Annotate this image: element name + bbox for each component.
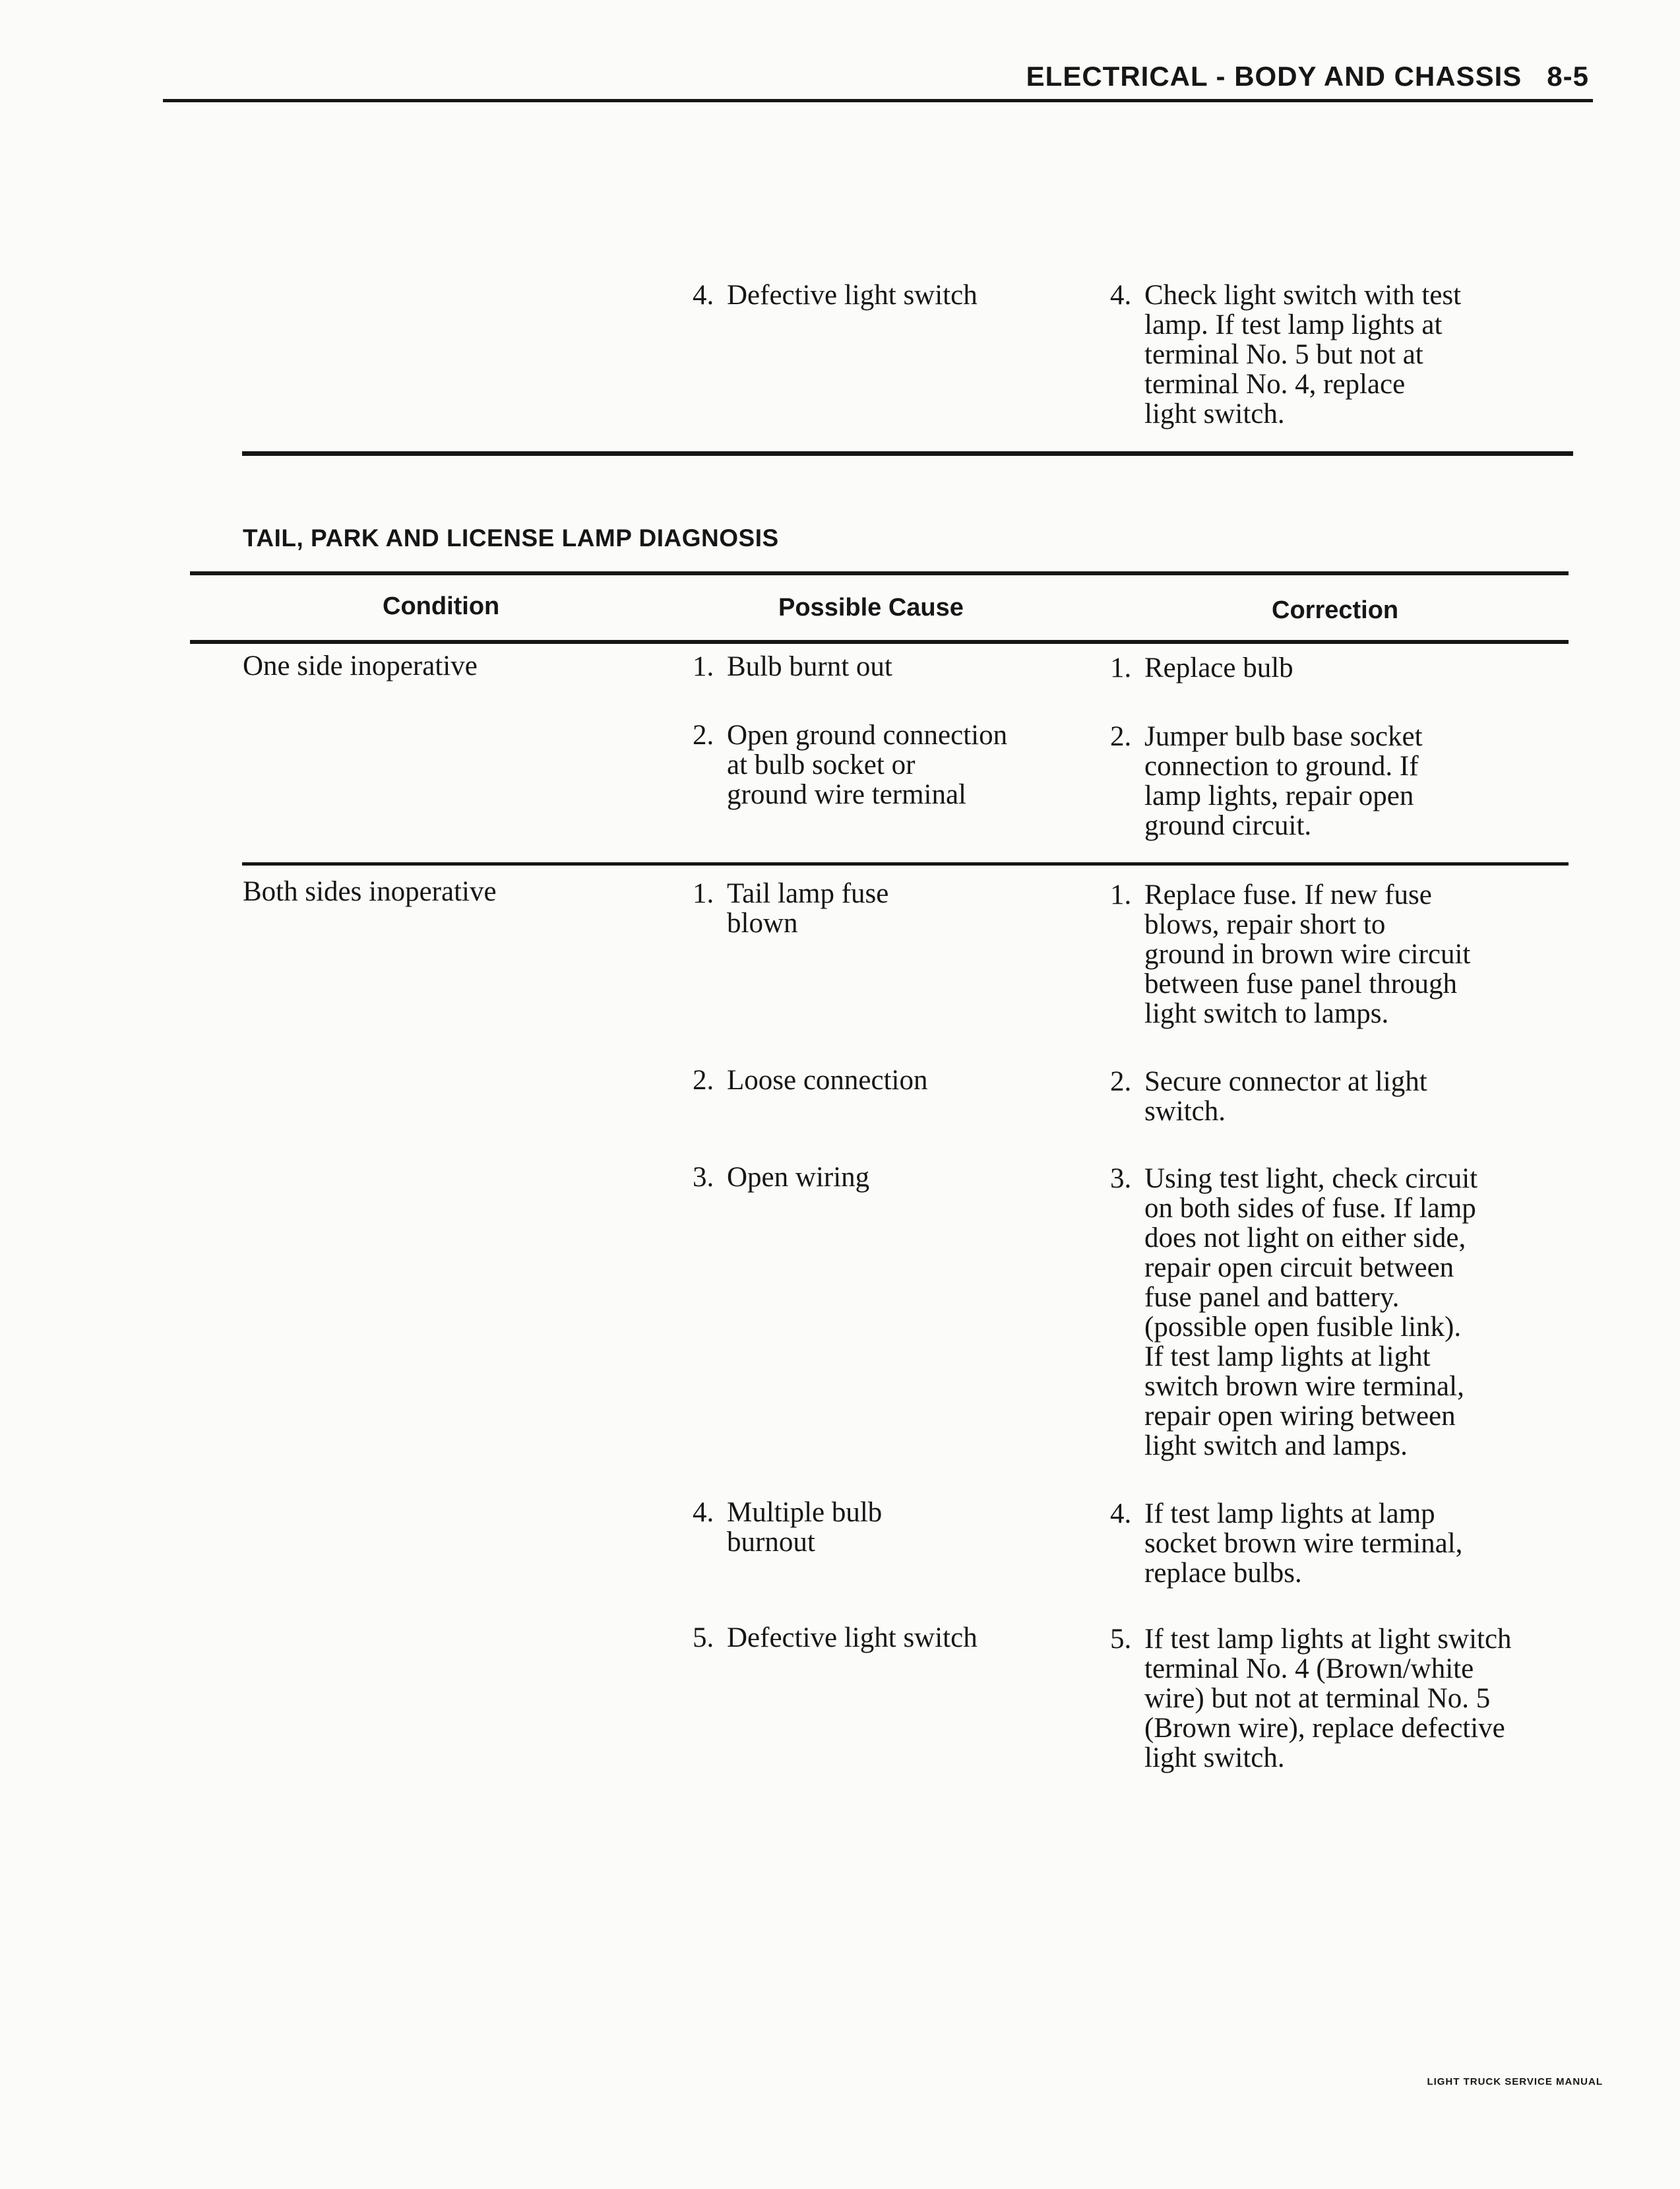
cause-number: 2. xyxy=(693,1065,714,1096)
correction-text: Jumper bulb base socket connection to ground. If lamp lights, repair open ground circuit. xyxy=(1144,721,1423,841)
condition-cell: Both sides inoperative xyxy=(243,876,497,907)
cause-text: Open ground connection at bulb socket or ground wire terminal xyxy=(727,720,1008,810)
section-title: TAIL, PARK AND LICENSE LAMP DIAGNOSIS xyxy=(243,524,779,552)
correction-text: Secure connector at light switch. xyxy=(1144,1066,1427,1127)
correction-text: Check light switch with test lamp. If test lamp lights at terminal No. 5 but not at terminal No. 4, replace light switch. xyxy=(1144,280,1462,429)
cause-number: 1. xyxy=(693,651,714,682)
correction-item xyxy=(1110,653,1293,683)
cause-text: Loose connection xyxy=(727,1065,928,1096)
row-divider xyxy=(242,862,1569,866)
correction-item xyxy=(1110,1067,1427,1126)
cause-item xyxy=(693,1065,928,1095)
correction-text: If test lamp lights at lamp socket brown wire terminal, replace bulbs. xyxy=(1144,1498,1463,1589)
cause-number: 4. xyxy=(693,1497,714,1528)
cause-item xyxy=(693,879,888,938)
continued-cause xyxy=(693,280,978,310)
correction-number: 4. xyxy=(1110,280,1132,311)
cause-item xyxy=(693,1498,882,1557)
cause-number: 2. xyxy=(693,720,714,751)
cause-number: 4. xyxy=(693,280,714,311)
footer-label: LIGHT TRUCK SERVICE MANUAL xyxy=(1427,2076,1603,2087)
correction-number: 3. xyxy=(1110,1163,1132,1194)
cause-text: Tail lamp fuse blown xyxy=(727,878,889,939)
cause-text: Multiple bulb burnout xyxy=(727,1497,883,1558)
cause-number: 5. xyxy=(693,1622,714,1653)
correction-number: 4. xyxy=(1110,1498,1132,1529)
correction-number: 1. xyxy=(1110,652,1132,683)
continued-correction xyxy=(1110,280,1461,429)
cause-number: 1. xyxy=(693,878,714,909)
cause-item xyxy=(693,1623,978,1653)
correction-text: If test lamp lights at light switch terminal No. 4 (Brown/white wire) but not at terminal No. 5 (Brown wire), replace defective light switch. xyxy=(1144,1624,1512,1773)
condition-cell: One side inoperative xyxy=(243,650,478,682)
cause-item xyxy=(693,720,1007,809)
correction-item xyxy=(1110,722,1423,841)
cause-text: Defective light switch xyxy=(727,280,978,311)
cause-text: Open wiring xyxy=(727,1162,870,1193)
table-top-rule xyxy=(190,571,1569,575)
column-header-cause: Possible Cause xyxy=(778,594,964,621)
correction-number: 2. xyxy=(1110,721,1132,752)
section-name: ELECTRICAL - BODY AND CHASSIS xyxy=(1026,61,1522,92)
column-header-correction: Correction xyxy=(1272,596,1399,624)
correction-item xyxy=(1110,1499,1462,1588)
page-header xyxy=(1026,61,1589,92)
header-rule xyxy=(163,99,1593,102)
correction-item xyxy=(1110,1164,1478,1461)
section-end-rule xyxy=(242,451,1573,456)
correction-number: 5. xyxy=(1110,1624,1132,1655)
cause-text: Bulb burnt out xyxy=(727,651,892,682)
correction-item xyxy=(1110,880,1470,1029)
cause-number: 3. xyxy=(693,1162,714,1193)
correction-text: Replace bulb xyxy=(1144,652,1293,683)
cause-text: Defective light switch xyxy=(727,1622,978,1653)
correction-text: Replace fuse. If new fuse blows, repair short to ground in brown wire circuit between fuse panel through light switch to lamps. xyxy=(1144,879,1471,1029)
cause-item xyxy=(693,1162,869,1192)
table-header-rule xyxy=(190,640,1569,644)
correction-item xyxy=(1110,1624,1512,1773)
correction-number: 1. xyxy=(1110,879,1132,910)
column-header-condition: Condition xyxy=(383,592,500,620)
cause-item xyxy=(693,652,892,682)
correction-number: 2. xyxy=(1110,1066,1132,1097)
page-number: 8-5 xyxy=(1547,61,1589,92)
correction-text: Using test light, check circuit on both sides of fuse. If lamp does not light on either side, repair open circuit between fuse panel and battery. (possible open fusible link). If test lamp lights at light switch brown wire terminal, repair open wiring between light switch and lamps. xyxy=(1144,1163,1478,1461)
